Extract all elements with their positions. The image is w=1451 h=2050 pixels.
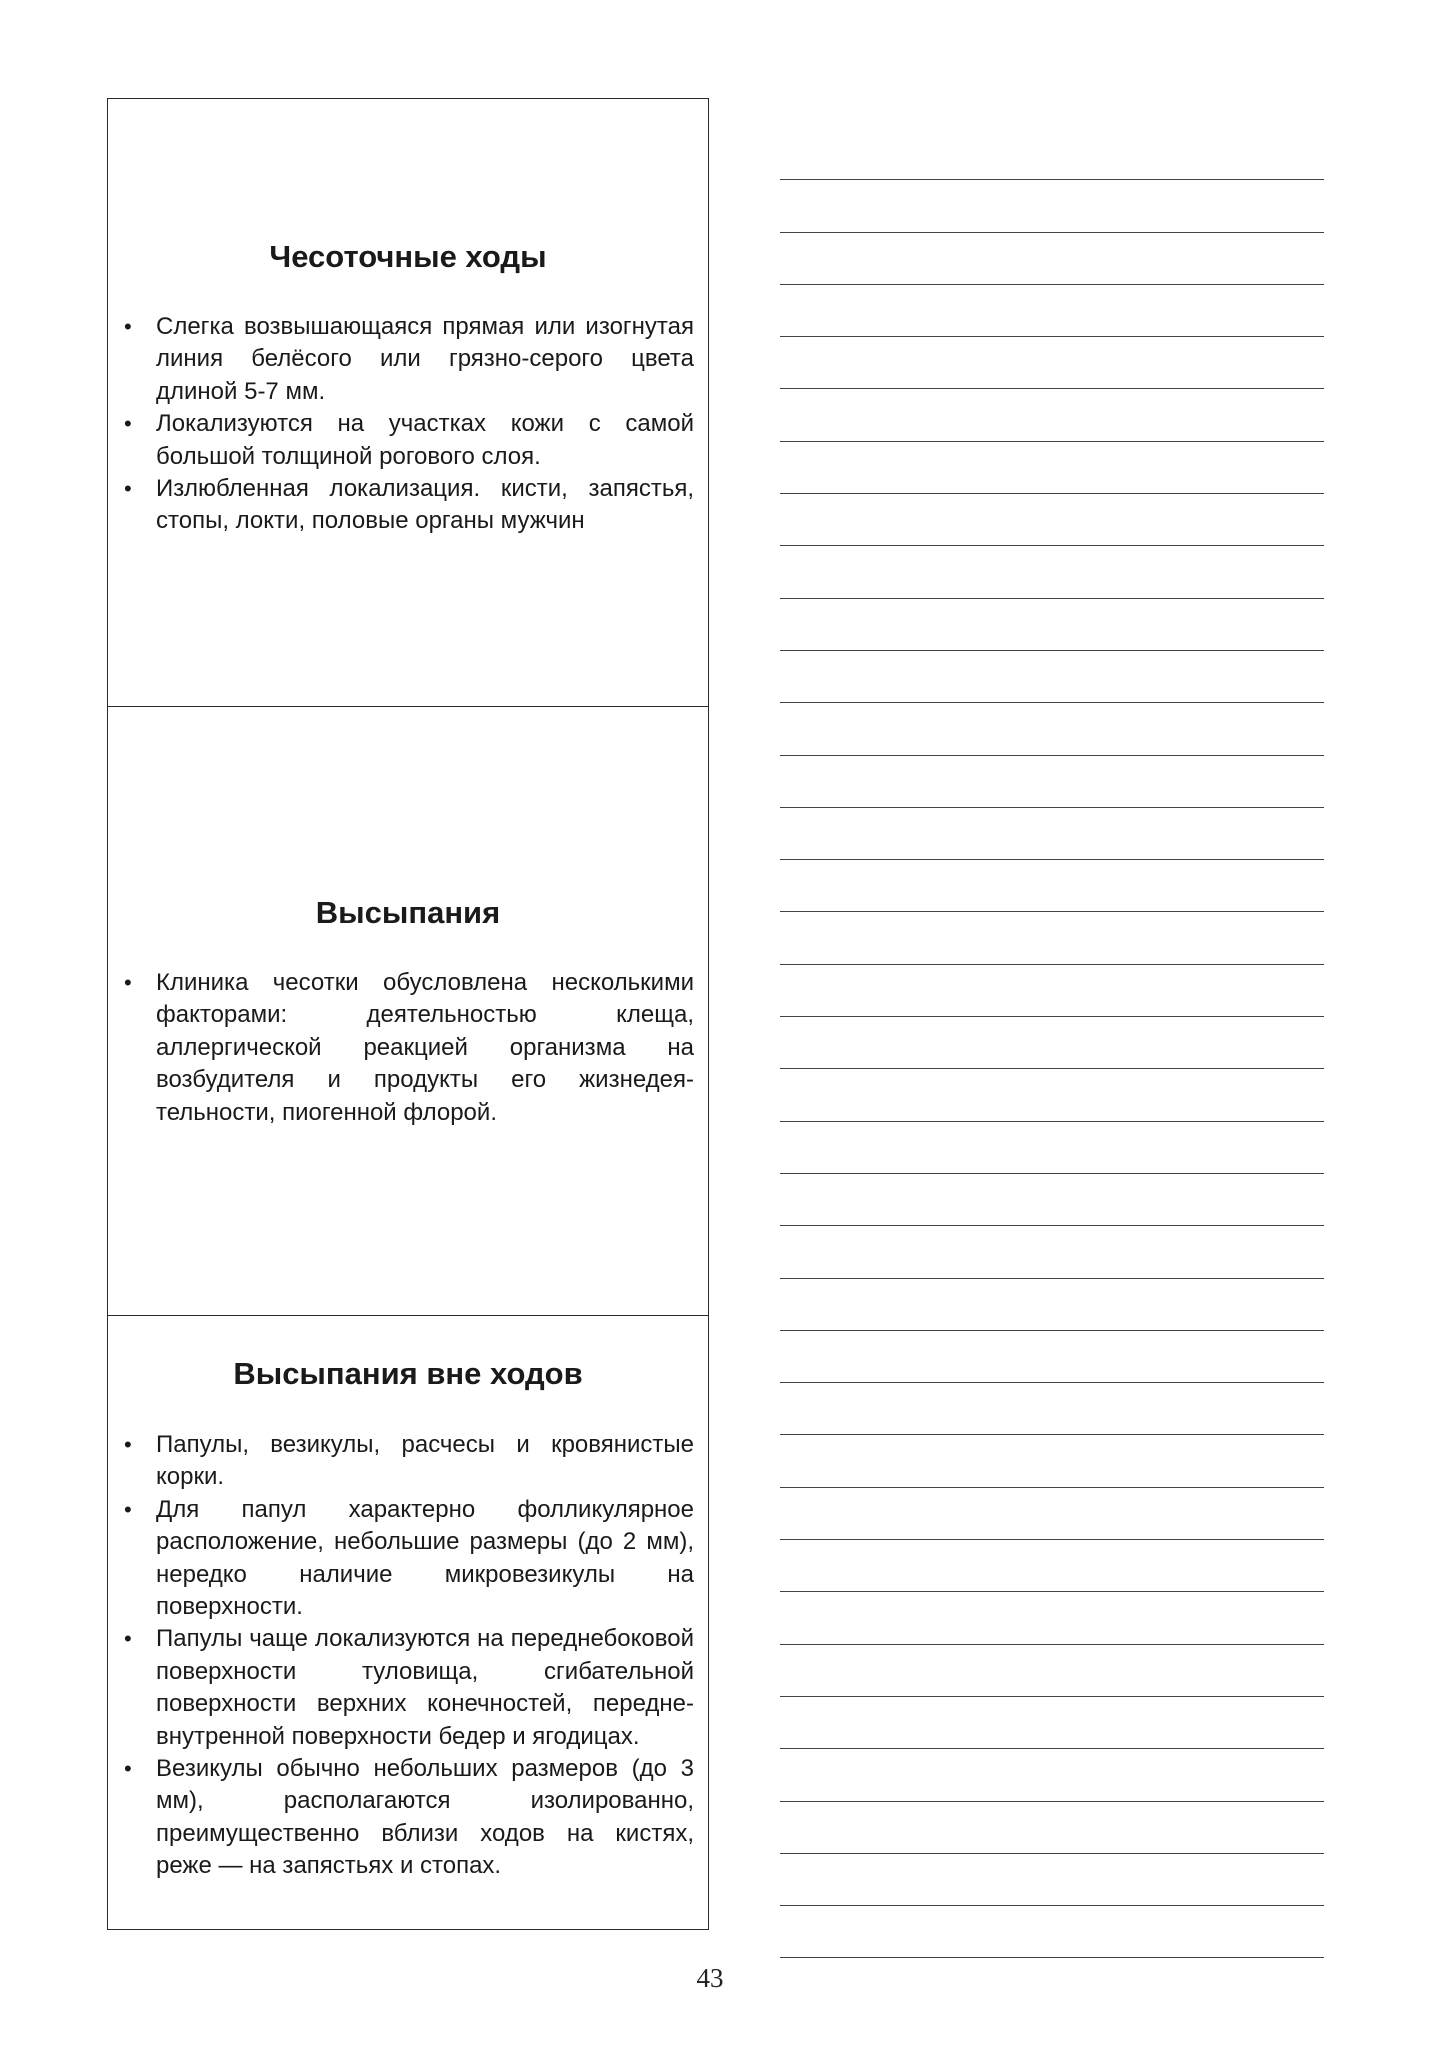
note-line — [780, 1488, 1324, 1540]
note-line — [780, 1435, 1324, 1487]
note-line — [780, 1592, 1324, 1644]
bullet-list — [108, 311, 708, 538]
note-line — [780, 1906, 1324, 1958]
note-line — [780, 1802, 1324, 1854]
bullet-item: • Папулы, везикулы, расчесы и кровянистые корки. — [156, 1429, 694, 1494]
note-line — [780, 703, 1324, 755]
bullet-list — [108, 967, 708, 1129]
slides-column — [107, 98, 709, 1930]
note-line — [780, 285, 1324, 337]
note-line — [780, 389, 1324, 441]
bullet-item: • Локализуются на участках кожи с самой большой толщиной рогового слоя. — [156, 408, 694, 473]
note-line — [780, 1174, 1324, 1226]
note-line — [780, 808, 1324, 860]
note-line — [780, 651, 1324, 703]
note-line — [780, 1749, 1324, 1801]
note-line — [780, 599, 1324, 651]
slide-eruptions — [108, 706, 708, 1315]
note-line — [780, 1331, 1324, 1383]
note-line — [780, 1122, 1324, 1174]
note-line — [780, 1383, 1324, 1435]
bullet-item: • Клиника чесотки обусловлена несколькими факторами: деятельностью клеща, аллергической реакцией организма на возбудителя и продукты его жизнедеятельности, пиогенной флорой. — [156, 967, 694, 1129]
note-line — [780, 756, 1324, 808]
note-line — [780, 1017, 1324, 1069]
note-line — [780, 233, 1324, 285]
note-line — [780, 546, 1324, 598]
note-line — [780, 128, 1324, 180]
note-line — [780, 860, 1324, 912]
note-line — [780, 912, 1324, 964]
bullet-item: • Везикулы обычно небольших размеров (до 3 мм), располагаются изолированно, преимущественно вблизи ходов на кистях, реже — на запястьях и стопах. — [156, 1753, 694, 1883]
bullet-item: • Для папул характерно фолликулярное расположение, небольшие размеры (до 2 мм), нередко наличие микровезикулы на поверхности. — [156, 1494, 694, 1624]
note-line — [780, 965, 1324, 1017]
bullet-item: • Излюбленная локализация. кисти, запястья, стопы, локти, половые органы мужчин — [156, 473, 694, 538]
note-line — [780, 1540, 1324, 1592]
note-line — [780, 1226, 1324, 1278]
note-line — [780, 494, 1324, 546]
note-line — [780, 1645, 1324, 1697]
slide-title: Чесоточные ходы — [269, 239, 547, 274]
slide-eruptions-outside-burrows — [108, 1315, 708, 1929]
note-line — [780, 442, 1324, 494]
bullet-item: • Папулы чаще локализуются на переднебоковой поверхности туловища, сгибательной поверхности верхних конечностей, передне-внутренной поверхности бедер и ягодицах. — [156, 1623, 694, 1753]
note-lines — [780, 128, 1324, 1958]
note-line — [780, 180, 1324, 232]
bullet-item: • Слегка возвышающаяся прямая или изогнутая линия белёсого или грязно-серого цвета длиной 5-7 мм. — [156, 311, 694, 408]
note-line — [780, 1279, 1324, 1331]
slide-title: Высыпания — [315, 895, 501, 930]
bullet-list — [108, 1429, 708, 1883]
note-line — [780, 1069, 1324, 1121]
page-number: 43 — [696, 1963, 724, 1993]
note-line — [780, 1697, 1324, 1749]
note-line — [780, 1854, 1324, 1906]
note-line — [780, 337, 1324, 389]
slide-title: Высыпания вне ходов — [233, 1356, 583, 1391]
slide-scabies-burrows — [108, 99, 708, 706]
